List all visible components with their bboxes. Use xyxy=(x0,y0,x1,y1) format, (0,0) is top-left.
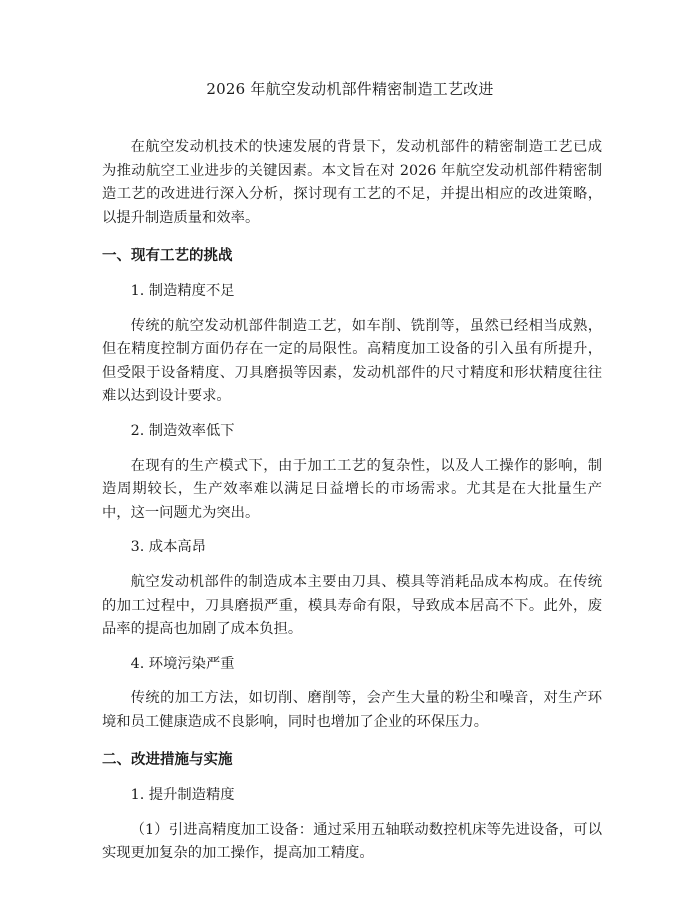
section-1-item-1-heading: 1. 制造精度不足 xyxy=(130,282,235,299)
section-2-item-1-point-1: （1）引进高精度加工设备：通过采用五轴联动数控机床等先进设备，可以实现更加复杂的加工操作，提高加工精度。 xyxy=(102,821,602,862)
section-1-item-2-body: 在现有的生产模式下，由于加工工艺的复杂性，以及人工操作的影响，制造周期较长，生产效率难以满足日益增长的市场需求。尤其是在大批量生产中，这一问题尤为突出。 xyxy=(102,457,602,521)
section-2-item-1-heading: 1. 提升制造精度 xyxy=(130,787,235,804)
intro-paragraph: 在航空发动机技术的快速发展的背景下，发动机部件的精密制造工艺已成为推动航空工业进步的关键因素。本文旨在对 2026 年航空发动机部件精密制造工艺的改进进行深入分析，探讨现有工艺的不足，并提出相应的改进策略，以提升制造质量和效率。 xyxy=(102,139,602,226)
section-2-heading: 二、改进措施与实施 xyxy=(102,752,233,769)
section-1-heading: 一、现有工艺的挑战 xyxy=(102,248,233,265)
section-1-item-4-heading: 4. 环境污染严重 xyxy=(130,655,235,672)
document-body xyxy=(102,136,602,866)
section-1-item-4-body: 传统的加工方法，如切削、磨削等，会产生大量的粉尘和噪音，对生产环境和员工健康造成不良影响，同时也增加了企业的环保压力。 xyxy=(102,690,602,730)
section-1-item-3-heading: 3. 成本高昂 xyxy=(130,539,206,556)
section-1-item-1-body: 传统的航空发动机部件制造工艺，如车削、铣削等，虽然已经相当成熟，但在精度控制方面仍存在一定的局限性。高精度加工设备的引入虽有所提升，但受限于设备精度、刀具磨损等因素，发动机部件的尺寸精度和形状精度往往难以达到设计要求。 xyxy=(102,317,602,405)
section-1-item-3-body: 航空发动机部件的制造成本主要由刀具、模具等消耗品成本构成。在传统的加工过程中，刀具磨损严重，模具寿命有限，导致成本居高不下。此外，废品率的提高也加剧了成本负担。 xyxy=(102,573,602,638)
document-title: 2026 年航空发动机部件精密制造工艺改进 xyxy=(206,80,494,98)
section-1-item-2-heading: 2. 制造效率低下 xyxy=(130,422,235,439)
